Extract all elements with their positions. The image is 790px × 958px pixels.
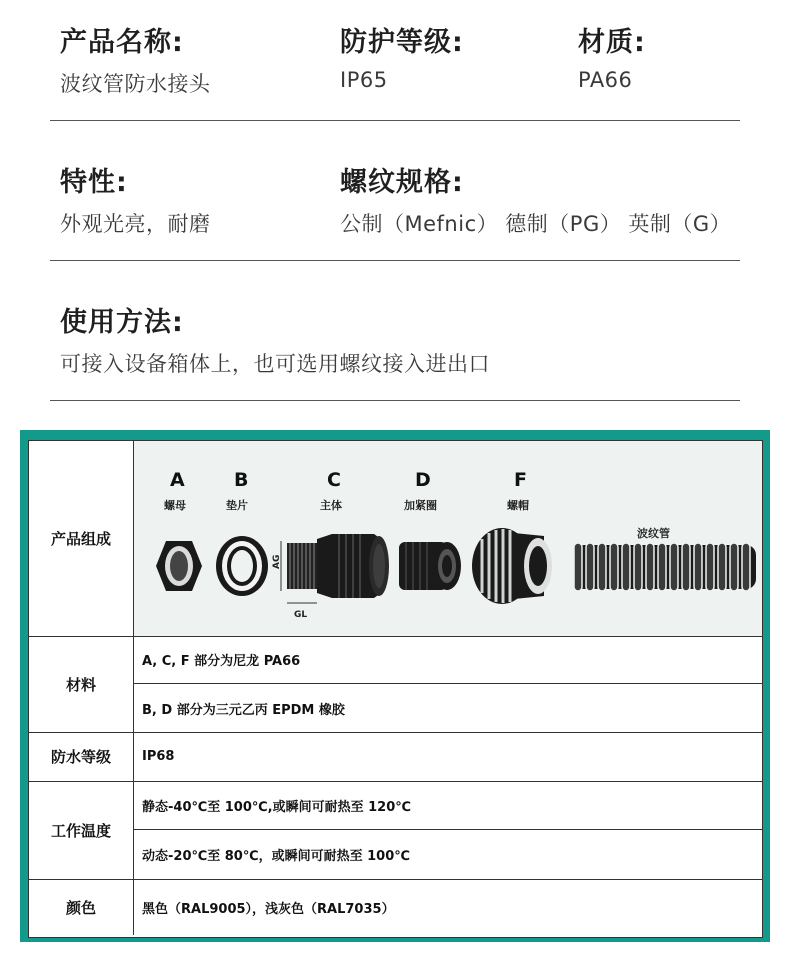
spec-material [578, 20, 646, 92]
color-value: 黑色（RAL9005），浅灰色（RAL7035） [142, 901, 395, 917]
spec-value: 公制（Mefnic） 德制（PG） 英制（G） [340, 212, 732, 236]
part-letter: F [514, 469, 527, 491]
spec-protection-level [340, 20, 464, 92]
part-name: 螺母 [164, 499, 186, 512]
temperature-line: 静态-40℃至 100℃,或瞬间可耐热至 120℃ [134, 781, 762, 830]
table-row-temperature [29, 781, 762, 880]
row-label: 产品组成 [29, 441, 134, 636]
table-row-material [29, 636, 762, 733]
row-label: 材料 [29, 636, 134, 732]
spec-label: 产品名称: [60, 27, 184, 58]
material-line: A, C, F 部分为尼龙 PA66 [134, 636, 762, 684]
part-letter: C [327, 469, 341, 491]
spec-label: 使用方法: [60, 307, 184, 338]
part-letter: B [234, 469, 249, 491]
spec-features [60, 160, 211, 236]
table-row-color [29, 879, 762, 935]
part-letter: A [170, 469, 185, 491]
table-row-composition [29, 441, 762, 637]
spec-usage [60, 300, 490, 376]
row-label: 颜色 [29, 879, 134, 935]
spec-row-2 [50, 160, 740, 261]
spec-label: 材质: [578, 27, 646, 58]
components-diagram [134, 441, 762, 636]
material-line: B, D 部分为三元乙丙 EPDM 橡胶 [142, 702, 345, 718]
spec-value: IP65 [340, 68, 388, 92]
part-name: 垫片 [226, 499, 248, 512]
row-label: 工作温度 [29, 781, 134, 879]
corrugated-conduit [574, 543, 756, 591]
spec-row-3 [50, 300, 740, 401]
temperature-line: 动态-20℃至 80℃，或瞬间可耐热至 100℃ [142, 849, 410, 864]
spec-label: 防护等级: [340, 27, 464, 58]
product-table [28, 440, 763, 938]
spec-label: 螺纹规格: [340, 167, 464, 198]
components-drawing [134, 441, 762, 636]
spec-value: 外观光亮，耐磨 [60, 212, 211, 236]
table-frame [20, 430, 770, 942]
part-name: 螺帽 [507, 499, 529, 512]
spec-product-name [60, 20, 211, 96]
spec-value: PA66 [578, 68, 633, 92]
washer-part-b [216, 536, 268, 596]
table-row-waterproof [29, 732, 762, 782]
part-name: 主体 [320, 499, 342, 512]
row-label: 防水等级 [29, 732, 134, 781]
spec-thread-spec [340, 160, 732, 236]
spec-row-1 [50, 20, 740, 121]
spec-value: 波纹管防水接头 [60, 72, 211, 96]
spec-label: 特性: [60, 167, 128, 198]
part-name: 加紧圈 [404, 499, 437, 512]
nut-part-a [156, 541, 202, 591]
dim-ag-label: AG [272, 554, 282, 569]
part-letter: D [415, 469, 431, 491]
cap-part-f [472, 528, 552, 604]
conduit-label: 波纹管 [637, 527, 670, 540]
clamp-ring-part-d [399, 542, 461, 590]
spec-value: 可接入设备箱体上，也可选用螺纹接入进出口 [60, 352, 490, 376]
waterproof-value: IP68 [142, 749, 175, 764]
dim-gl-label: GL [294, 610, 308, 620]
body-part-c [272, 534, 389, 620]
